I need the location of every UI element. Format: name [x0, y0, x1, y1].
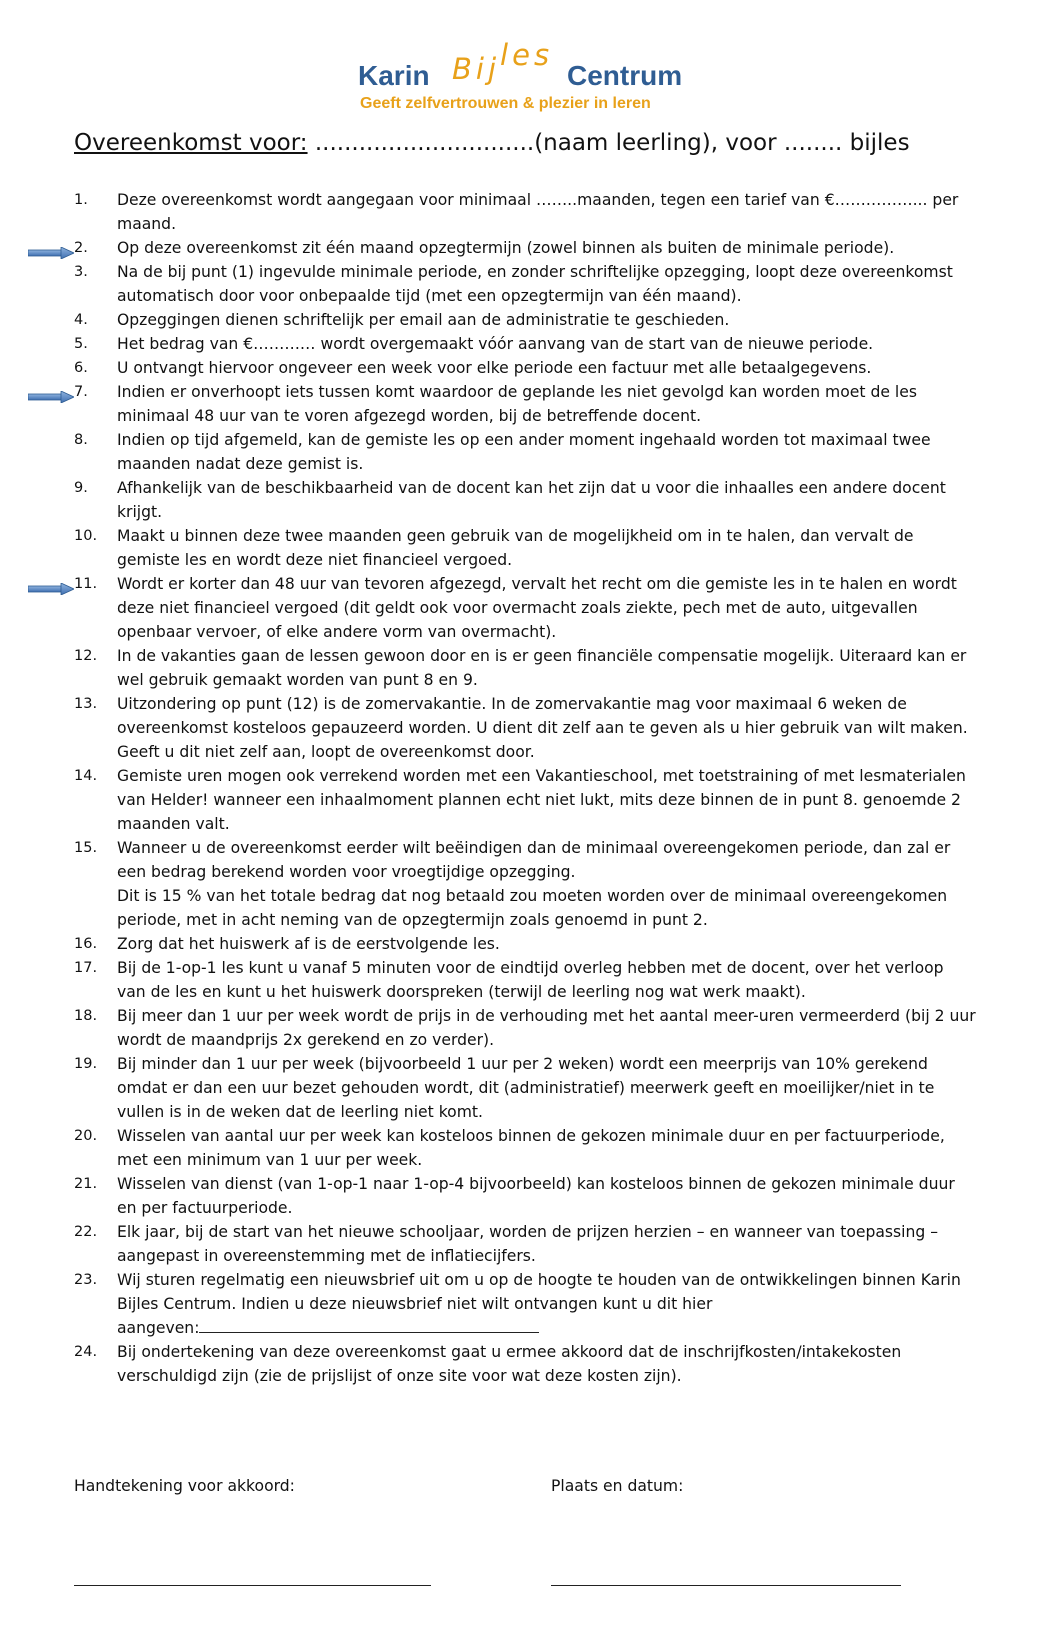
- term-number: 14.: [74, 768, 98, 784]
- term-text: Bij ondertekening van deze overeenkomst gaat u ermee akkoord dat de inschrijfkosten/intakekosten verschuldigd zijn (zie de prijslijst of onze site voor wat deze kosten zijn).: [117, 1343, 902, 1385]
- term-number: 23.: [74, 1272, 98, 1288]
- term-number: 13.: [74, 696, 98, 712]
- title-fill: ..............................(naam leerling), voor ........ bijles: [307, 130, 910, 156]
- signature-block: [74, 1477, 295, 1495]
- term-item: [0, 524, 977, 572]
- term-text: Zorg dat het huiswerk af is de eerstvolgende les.: [117, 935, 500, 953]
- term-item: [0, 692, 977, 764]
- place-date-label: Plaats en datum:: [551, 1477, 684, 1495]
- term-number: 1.: [74, 192, 88, 208]
- term-number: 5.: [74, 336, 88, 352]
- newsletter-optout-field[interactable]: [199, 1316, 539, 1333]
- term-text: In de vakanties gaan de lessen gewoon door en is er geen financiële compensatie mogelijk. Uiteraard kan er wel gebruik gemaakt worden van punt 8 en 9.: [117, 647, 967, 689]
- term-number: 10.: [74, 528, 98, 544]
- logo-tagline: Geeft zelfvertrouwen & plezier in leren: [360, 95, 651, 112]
- term-number: 22.: [74, 1224, 98, 1240]
- arrow-right-icon: [28, 386, 74, 398]
- signature-area: [74, 1477, 974, 1607]
- signature-label: Handtekening voor akkoord:: [74, 1477, 295, 1495]
- term-item: [0, 1124, 977, 1172]
- term-text: U ontvangt hiervoor ongeveer een week voor elke periode een factuur met alle betaalgegevens.: [117, 359, 872, 377]
- logo-bijles: Bijles: [452, 38, 554, 86]
- term-text: Maakt u binnen deze twee maanden geen gebruik van de mogelijkheid om in te halen, dan vervalt de gemiste les en wordt deze niet financieel vergoed.: [117, 527, 914, 569]
- term-text: Afhankelijk van de beschikbaarheid van de docent kan het zijn dat u voor die inhaalles een andere docent krijgt.: [117, 479, 946, 521]
- term-item: [0, 1268, 977, 1340]
- term-text: Gemiste uren mogen ook verrekend worden met een Vakantieschool, met toetstraining of met lesmaterialen van Helder! wanneer een inhaalmoment plannen echt niet lukt, mits deze binnen de in punt 8. genoemde 2 maanden valt.: [117, 767, 966, 833]
- term-item: [0, 308, 977, 332]
- term-text: Wisselen van dienst (van 1-op-1 naar 1-op-4 bijvoorbeeld) kan kosteloos binnen de gekozen minimale duur en per factuurperiode.: [117, 1175, 955, 1217]
- place-date-block: [551, 1477, 683, 1495]
- logo-karin: Karin: [358, 60, 430, 91]
- term-text-continued: Dit is 15 % van het totale bedrag dat nog betaald zou moeten worden over de minimaal overeengekomen periode, met in acht neming van de opzegtermijn zoals genoemd in punt 2.: [117, 887, 948, 929]
- term-text: Wisselen van aantal uur per week kan kosteloos binnen de gekozen minimale duur en per factuurperiode, met een minimum van 1 uur per week.: [117, 1127, 945, 1169]
- place-date-line[interactable]: [551, 1585, 901, 1586]
- title-label: Overeenkomst voor:: [74, 130, 308, 156]
- term-number: 2.: [74, 240, 88, 256]
- terms-list: [0, 188, 1050, 1388]
- term-text: Indien er onverhoopt iets tussen komt waardoor de geplande les niet gevolgd kan worden moet de les minimaal 48 uur van te voren afgezegd worden, bij de betreffende docent.: [117, 383, 917, 425]
- term-number: 7.: [74, 384, 88, 400]
- term-item: [0, 1220, 977, 1268]
- term-text-continued: aangeven:: [117, 1319, 200, 1337]
- term-number: 11.: [74, 576, 98, 592]
- term-item: [0, 188, 977, 236]
- term-item: [0, 572, 977, 644]
- term-number: 3.: [74, 264, 88, 280]
- term-number: 24.: [74, 1344, 98, 1360]
- term-item: [0, 956, 977, 1004]
- term-text: Wanneer u de overeenkomst eerder wilt beëindigen dan de minimaal overeengekomen periode, dan zal er een bedrag berekend worden voor vroegtijdige opzegging.: [117, 839, 951, 881]
- logo-centrum: Centrum: [567, 60, 683, 91]
- arrow-right-icon: [28, 578, 74, 590]
- term-item: [0, 428, 977, 476]
- term-number: 17.: [74, 960, 98, 976]
- term-text: Bij meer dan 1 uur per week wordt de prijs in de verhouding met het aantal meer-uren vermeerderd (bij 2 uur wordt de maandprijs 2x gerekend en zo verder).: [117, 1007, 976, 1049]
- signature-line[interactable]: [74, 1585, 431, 1586]
- term-text: Wij sturen regelmatig een nieuwsbrief uit om u op de hoogte te houden van de ontwikkelingen binnen Karin Bijles Centrum. Indien u deze nieuwsbrief niet wilt ontvangen kunt u dit hier: [117, 1271, 961, 1313]
- term-item: [0, 356, 977, 380]
- term-number: 16.: [74, 936, 98, 952]
- term-text: Op deze overeenkomst zit één maand opzegtermijn (zowel binnen als buiten de minimale periode).: [117, 239, 895, 257]
- arrow-right-icon: [28, 242, 74, 254]
- term-text: Elk jaar, bij de start van het nieuwe schooljaar, worden de prijzen herzien – en wanneer van toepassing – aangepast in overeenstemming met de inflatiecijfers.: [117, 1223, 939, 1265]
- term-item: [0, 1004, 977, 1052]
- term-text: Bij minder dan 1 uur per week (bijvoorbeeld 1 uur per 2 weken) wordt een meerprijs van 10% gerekend omdat er dan een uur bezet gehouden wordt, dit (administratief) meerwerk geeft en moeilijker/niet in te vullen is in de weken dat de leerling niet komt.: [117, 1055, 935, 1121]
- term-item: [0, 1172, 977, 1220]
- term-item: [0, 764, 977, 836]
- term-number: 9.: [74, 480, 88, 496]
- term-number: 18.: [74, 1008, 98, 1024]
- term-text: Deze overeenkomst wordt aangegaan voor minimaal ……..maanden, tegen een tarief van €……………... per maand.: [117, 191, 959, 233]
- term-number: 19.: [74, 1056, 98, 1072]
- term-item: [0, 644, 977, 692]
- term-item: [0, 932, 977, 956]
- term-item: [0, 332, 977, 356]
- term-item: [0, 380, 977, 428]
- term-item: [0, 476, 977, 524]
- term-number: 15.: [74, 840, 98, 856]
- term-text: Bij de 1-op-1 les kunt u vanaf 5 minuten voor de eindtijd overleg hebben met de docent, over het verloop van de les en kunt u het huiswerk doorspreken (terwijl de leerling nog wat werk maakt).: [117, 959, 944, 1001]
- term-text: Indien op tijd afgemeld, kan de gemiste les op een ander moment ingehaald worden tot maximaal twee maanden nadat deze gemist is.: [117, 431, 931, 473]
- term-item: [0, 260, 977, 308]
- term-number: 8.: [74, 432, 88, 448]
- term-text: Wordt er korter dan 48 uur van tevoren afgezegd, vervalt het recht om die gemiste les in te halen en wordt deze niet financieel vergoed (dit geldt ook voor overmacht zoals ziekte, pech met de auto, uitgevallen openbaar vervoer, of elke andere vorm van overmacht).: [117, 575, 957, 641]
- term-text: Na de bij punt (1) ingevulde minimale periode, en zonder schriftelijke opzegging, loopt deze overeenkomst automatisch door voor onbepaalde tijd (met een opzegtermijn van één maand).: [117, 263, 953, 305]
- term-number: 4.: [74, 312, 88, 328]
- term-item: [0, 236, 977, 260]
- term-item: [0, 1052, 977, 1124]
- term-text: Het bedrag van €………… wordt overgemaakt vóór aanvang van de start van de nieuwe periode.: [117, 335, 874, 353]
- term-text: Uitzondering op punt (12) is de zomervakantie. In de zomervakantie mag voor maximaal 6 weken de overeenkomst kosteloos gepauzeerd worden. U dient dit zelf aan te geven als u hier gebruik van wilt maken. Geeft u dit niet zelf aan, loopt de overeenkomst door.: [117, 695, 968, 761]
- term-number: 12.: [74, 648, 98, 664]
- term-number: 6.: [74, 360, 88, 376]
- logo: [0, 30, 1050, 120]
- page-title: [74, 128, 974, 158]
- term-number: 21.: [74, 1176, 98, 1192]
- term-number: 20.: [74, 1128, 98, 1144]
- term-text: Opzeggingen dienen schriftelijk per email aan de administratie te geschieden.: [117, 311, 730, 329]
- term-item: [0, 836, 977, 932]
- term-item: [0, 1340, 977, 1388]
